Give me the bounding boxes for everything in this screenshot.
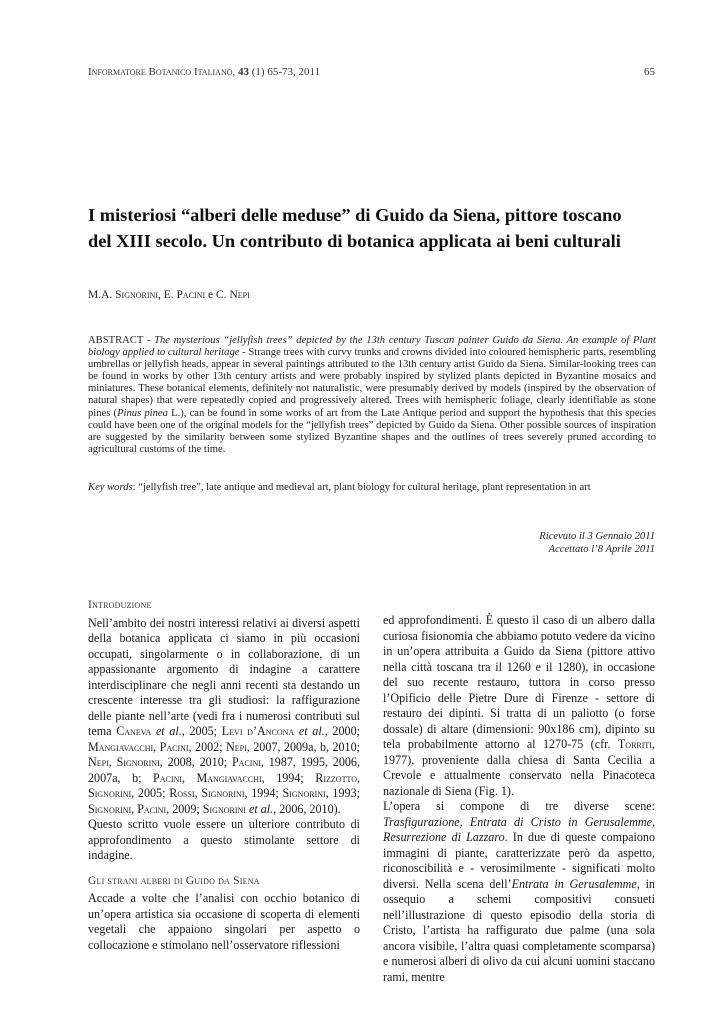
abstract-label: ABSTRACT - xyxy=(88,335,155,346)
section-heading-strange-trees: Gli strani alberi di Guido da Siena xyxy=(88,874,260,887)
text-run: , 2005; xyxy=(131,786,170,800)
citation-author: Pacini xyxy=(231,755,261,769)
text-run: L’opera si compone di tre diverse scene: xyxy=(383,799,655,813)
species-name: Pinus pinea xyxy=(117,407,168,419)
abstract-english-title: The mysterious “jellyfish trees” depicted by the 13th century Tuscan painter Guido da Siena. An example of Plant biology applied to cultural heritage xyxy=(88,335,656,359)
author-separator-2: e C. xyxy=(205,289,230,301)
text-run: , 2008, 2010; xyxy=(159,755,232,769)
text-run: , 2007, 2009a, b, 2010; xyxy=(246,739,361,754)
intro-paragraph-2: Questo scritto vuole essere un ulteriore contributo di approfondimento a questo stimolante settore di indagine. xyxy=(88,817,360,862)
scene-titles: Trasfigurazione, Entrata di Cristo in Gerusalemme, Resurrezione di Lazzaro xyxy=(383,814,655,844)
text-run: ed approfondimenti. È questo il caso di un albero dalla curiosa fisionomia che abbiamo potuto vedere da vicino in un’opera attribuita a Guido da Siena (pittore attivo nella città toscana tra il 1260 e il 1280), in occasione del suo recente restauro, tuttora in corso presso l’Opificio delle Pietre Dure di Firenze - settore di restauro dei dipinti. Si tratta di un paliotto (o forse dossale) di altare (dimensioni: 90x186 cm), dipinto su tela probabilmente attorno al 1270-75 (cfr. xyxy=(383,613,655,751)
page-number: 65 xyxy=(644,66,655,78)
title-line-2: del XIII secolo. Un contributo di botanica applicata ai beni culturali xyxy=(88,231,621,251)
citation-author: Signorini, Pacini xyxy=(88,801,167,816)
intro-paragraph-1 xyxy=(88,616,360,818)
right-column xyxy=(383,613,655,985)
section-heading-introduction: Introduzione xyxy=(88,599,152,611)
author-name-1: Signorini xyxy=(115,289,158,301)
journal-name: Informatore Botanico Italiano, xyxy=(88,66,236,78)
text-run: , 1994; xyxy=(261,770,316,785)
citation-author: Mangiavacchi, Pacini xyxy=(88,739,189,754)
citation-author: Nepi xyxy=(226,739,247,754)
right-paragraph-1 xyxy=(383,613,655,799)
citation-author: Rossi, Signorini xyxy=(169,786,245,800)
citation-author: Caneva xyxy=(116,724,152,738)
journal-volume: 43 xyxy=(238,66,250,78)
author-name-2: Pacini xyxy=(176,289,206,301)
text-run: , 2002; xyxy=(188,739,227,754)
citation-author: Nepi, Signorini xyxy=(88,755,160,769)
abstract xyxy=(88,335,656,456)
authors xyxy=(88,289,250,301)
author-separator-1: , E. xyxy=(158,289,177,301)
citation-author: Pacini, Mangiavacchi xyxy=(153,770,262,785)
keywords-text: : “jellyfish tree”, late antique and medieval art, plant biology for cultural heritage, plant representation in art xyxy=(132,482,591,493)
running-header xyxy=(88,66,655,82)
et-al: et al. xyxy=(294,724,325,738)
citation-author: Signorini xyxy=(282,786,326,800)
et-al: et al. xyxy=(151,724,182,738)
text-run: , 1987, 1995, 2006, 2007a, b; xyxy=(88,755,360,785)
trees-paragraph-1: Accade a volte che l’analisi con occhio botanico di un’opera artistica sia occasione di scoperta di elementi vegetali che appaiono singolari per aspetto o collocazione e stimolano nell’osservatore riflessioni xyxy=(88,891,360,952)
author-initials: M.A. xyxy=(88,289,116,301)
journal-citation xyxy=(88,66,320,78)
text-run: , 2000; xyxy=(324,724,360,738)
left-column xyxy=(88,598,360,953)
keywords-label: Key words xyxy=(88,482,133,493)
article-title xyxy=(88,202,648,254)
text-run: , 1993; xyxy=(325,786,360,800)
title-line-1: I misteriosi “alberi delle meduse” di Guido da Siena, pittore toscano xyxy=(88,205,622,225)
text-run: , 2005; xyxy=(181,724,222,738)
citation-author: Signorini xyxy=(202,801,246,816)
text-run: , in ossequio a schemi compositivi consueti nell’illustrazione di questo episodio della storia di Cristo, l’artista ha raffigurato due palme (una sola ancora visibile, l’altra quasi completamente scomparsa) e numerosi alberi di olivo da cui alcuni uomini staccano rami, mentre xyxy=(383,876,655,984)
received-date: Ricevuto il 3 Gennaio 2011 xyxy=(539,531,655,542)
scene-title: Entrata in Gerusalemme xyxy=(511,876,637,891)
right-paragraph-2 xyxy=(383,799,655,985)
citation-author: Rizzotto, Signorini xyxy=(88,770,360,800)
text-run: , 2009; xyxy=(166,801,203,816)
received-dates xyxy=(539,530,655,556)
keywords xyxy=(88,481,656,494)
citation-author: Levi d’Ancona xyxy=(221,724,295,738)
text-run: . In due di queste compaiono immagini di piante, caratterizzate però da aspetto, riconoscibilità e - verosimilmente - significati molto diversi. Nella scena dell’ xyxy=(383,830,655,891)
et-al: et al. xyxy=(245,801,274,816)
text-run: , 1994; xyxy=(244,786,283,800)
journal-issue-pages: (1) 65-73, 2011 xyxy=(251,66,321,78)
text-run: , 1977), proveniente dalla chiesa di Santa Cecilia a Crevole e attualmente conservato nella Pinacoteca nazionale di Siena (Fig. 1). xyxy=(383,737,655,798)
abstract-body-b: L.), can be found in some works of art from the Late Antique period and support the hypothesis that this species could have been one of the original models for the “jellyfish trees” depicted by Guido da Siena. Other possible sources of inspiration are suggested by the similarity between some stylized Byzantine shapes and the outlines of trees severely pruned according to agricultural customs of the time. xyxy=(88,407,656,455)
abstract-body-a: - Strange trees with curvy trunks and crowns divided into coloured hemispheric parts, resembling umbrellas or jellyfish heads, appear in several paintings attributed to the 13th century artist Guido da Siena. Similar-looking trees can be found in works by other 13th century artists and were probably inspired by stylized plants depicted in Byzantine mosaics and miniatures. These botanical elements, definitely not naturalistic, were presumably derived by models (inspired by the observation of natural shapes) that were repeatedly copied and progressively altered. Trees with hemispheric foliage, clearly identifiable as stone pines ( xyxy=(88,347,656,419)
citation-author: Torriti xyxy=(617,737,652,751)
author-name-3: Nepi xyxy=(229,289,250,301)
accepted-date: Accettato l’8 Aprile 2011 xyxy=(548,544,655,555)
text-run: , 2006, 2010). xyxy=(273,801,341,816)
text-run: Nell’ambito dei nostri interessi relativi ai diversi aspetti della botanica applicata ci siamo in più occasioni occupati, singolarmente o in collaborazione, di un appassionante argomento di indagine a carattere interdisciplinare che negli anni recenti sta destando un crescente interesse tra gli studiosi: la raffigurazione delle piante nell’arte (vedi fra i numerosi contributi sul tema xyxy=(88,615,360,738)
